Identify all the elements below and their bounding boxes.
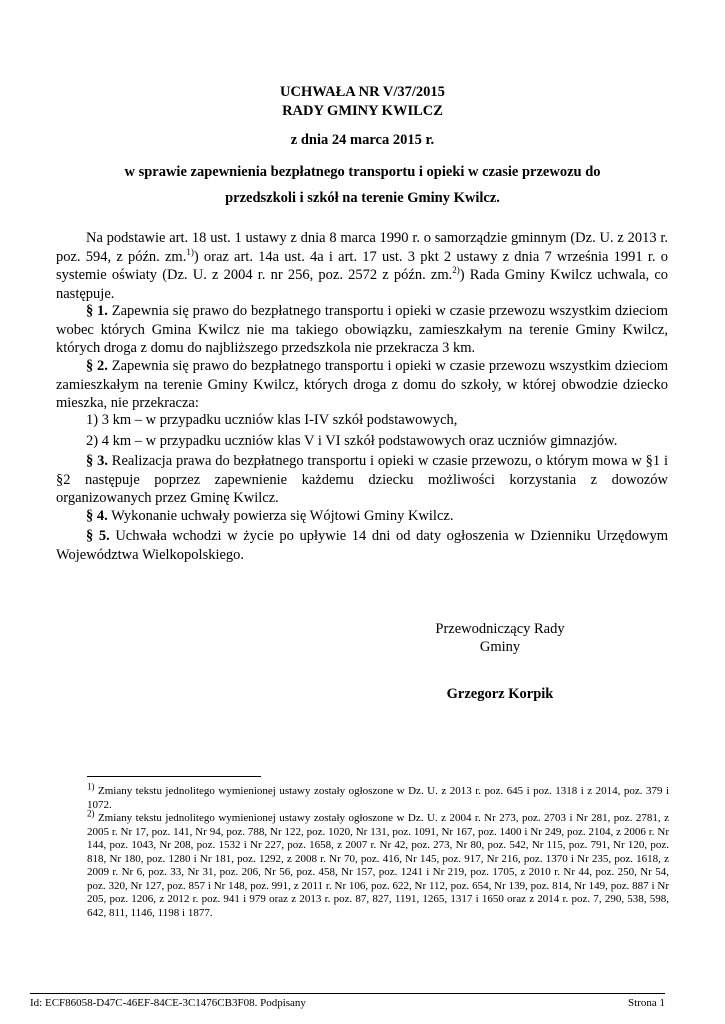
subject-line-2: przedszkoli i szkół na terenie Gminy Kwilcz.	[225, 190, 500, 206]
section-2	[56, 357, 668, 413]
footer-separator	[30, 993, 665, 994]
resolution-date: z dnia 24 marca 2015 r.	[290, 132, 435, 148]
footnote-1-mark: 1)	[87, 781, 95, 792]
legal-basis-paragraph	[56, 229, 668, 303]
section-3-text: Realizacja prawa do bezpłatnego transportu i opieki w czasie przewozu, o którym mowa w §1 i §2 następuje poprzez zapewnienie każdemu dziecku możliwości korzystania z dowozów organizowanych przez Gminę Kwilcz.	[56, 453, 668, 506]
item-2-text: 2) 4 km – w przypadku uczniów klas V i VI szkół podstawowych oraz uczniów gimnazjów.	[86, 433, 618, 449]
section-2-item-2	[56, 432, 668, 451]
section-2-text: Zapewnia się prawo do bezpłatnego transportu i opieki w czasie przewozu wszystkim dzieciom zamieszkałym na terenie Gminy Kwilcz, których droga z domu do szkoły, w której obwodzie dziecko mieszka, nie przekracza:	[56, 358, 668, 411]
footnote-separator	[87, 776, 261, 777]
section-3-label: § 3.	[86, 453, 108, 469]
subject-line-1: w sprawie zapewnienia bezpłatnego transportu i opieki w czasie przewozu do	[124, 164, 601, 180]
footnote-ref-2[interactable]: 2)	[452, 265, 460, 276]
item-1-text: 1) 3 km – w przypadku uczniów klas I-IV szkół podstawowych,	[86, 412, 458, 428]
section-5	[56, 527, 668, 564]
footnote-1	[87, 781, 669, 812]
section-2-label: § 2.	[86, 358, 108, 374]
section-5-text: Uchwała wchodzi w życie po upływie 14 dni od daty ogłoszenia w Dzienniku Urzędowym Województwa Wielkopolskiego.	[56, 528, 668, 563]
intro-text-1: Na podstawie art. 18 ust. 1 ustawy z dnia 8 marca 1990 r. o samorządzie gminnym (Dz. U. z 2013 r. poz. 594, z późn. zm.	[56, 230, 668, 265]
section-1-label: § 1.	[86, 303, 108, 319]
signatory-role-line-1: Przewodniczący Rady	[435, 621, 565, 637]
section-4-text: Wykonanie uchwały powierza się Wójtowi Gminy Kwilcz.	[107, 508, 454, 524]
signatory-role-line-2: Gminy	[479, 639, 521, 655]
page-number: Strona 1	[628, 997, 665, 1009]
footnote-2-text: Zmiany tekstu jednolitego wymienionej ustawy zostały ogłoszone w Dz. U. z 2004 r. Nr 273, poz. 2703 i Nr 281, poz. 2781, z 2005 r. Nr 17, poz. 141, Nr 94, poz. 788, Nr 122, poz. 1020, Nr 131, poz. 1091, Nr 167, poz. 1400 i Nr 249, poz. 2104, z 2006 r. Nr 144, poz. 1043, Nr 208, poz. 1532 i Nr 227, poz. 1658, z 2007 r. Nr 42, poz. 273, Nr 80, poz. 542, Nr 115, poz. 791, Nr 120, poz. 818, Nr 180, poz. 1280 i Nr 181, poz. 1292, z 2008 r. Nr 70, poz. 416, Nr 145, poz. 917, Nr 216, poz. 1370 i Nr 235, poz. 1618, z 2009 r. Nr 6, poz. 33, Nr 31, poz. 206, Nr 56, poz. 458, Nr 157, poz. 1241 i Nr 219, poz. 1705, z 2010 r. Nr 44, poz. 250, Nr 54, poz. 320, Nr 127, poz. 857 i Nr 148, poz. 991, z 2011 r. Nr 106, poz. 622, Nr 112, poz. 654, Nr 139, poz. 814, Nr 149, poz. 887 i Nr 205, poz. 1206, z 2012 r. poz. 941 i 979 oraz z 2013 r. poz. 87, 827, 1191, 1265, 1317 i 1650 oraz z 2014 r. poz. 7, 290, 538, 598, 642, 811, 1146, 1198 i 1877.	[87, 812, 669, 919]
footnote-2-mark: 2)	[87, 808, 95, 819]
section-2-item-1	[56, 411, 668, 430]
section-1	[56, 302, 668, 358]
intro-text-3: ) Rada Gminy Kwilcz uchwala, co następuje.	[56, 267, 669, 302]
section-5-label: § 5.	[86, 528, 110, 544]
intro-text-2: ) oraz art. 14a ust. 4a i art. 17 ust. 3 pkt 2 ustawy z dnia 7 września 1991 r. o systemie oświaty (Dz. U. z 2004 r. nr 256, poz. 2572 z późn. zm.	[56, 248, 668, 283]
footnote-ref-1[interactable]: 1)	[186, 246, 194, 257]
resolution-number: UCHWAŁA NR V/37/2015	[280, 84, 445, 100]
footnote-2	[87, 808, 669, 920]
section-4	[56, 507, 668, 526]
section-1-text: Zapewnia się prawo do bezpłatnego transportu i opieki w czasie przewozu wszystkim dzieciom wobec których Gmina Kwilcz nie ma takiego obowiązku, zamieszkałym na terenie Gminy Kwilcz, których droga z domu do najbliższego przedszkola nie przekracza 3 km.	[56, 303, 668, 356]
section-4-label: § 4.	[86, 508, 108, 524]
document-id: Id: ECF86058-D47C-46EF-84CE-3C1476CB3F08. Podpisany	[30, 997, 306, 1009]
footnote-1-text: Zmiany tekstu jednolitego wymienionej ustawy zostały ogłoszone w Dz. U. z 2013 r. poz. 645 i poz. 1318 i z 2014, poz. 379 i 1072.	[87, 785, 669, 811]
section-3	[56, 452, 668, 508]
signatory-name: Grzegorz Korpik	[446, 686, 554, 702]
council-name: RADY GMINY KWILCZ	[282, 103, 443, 119]
